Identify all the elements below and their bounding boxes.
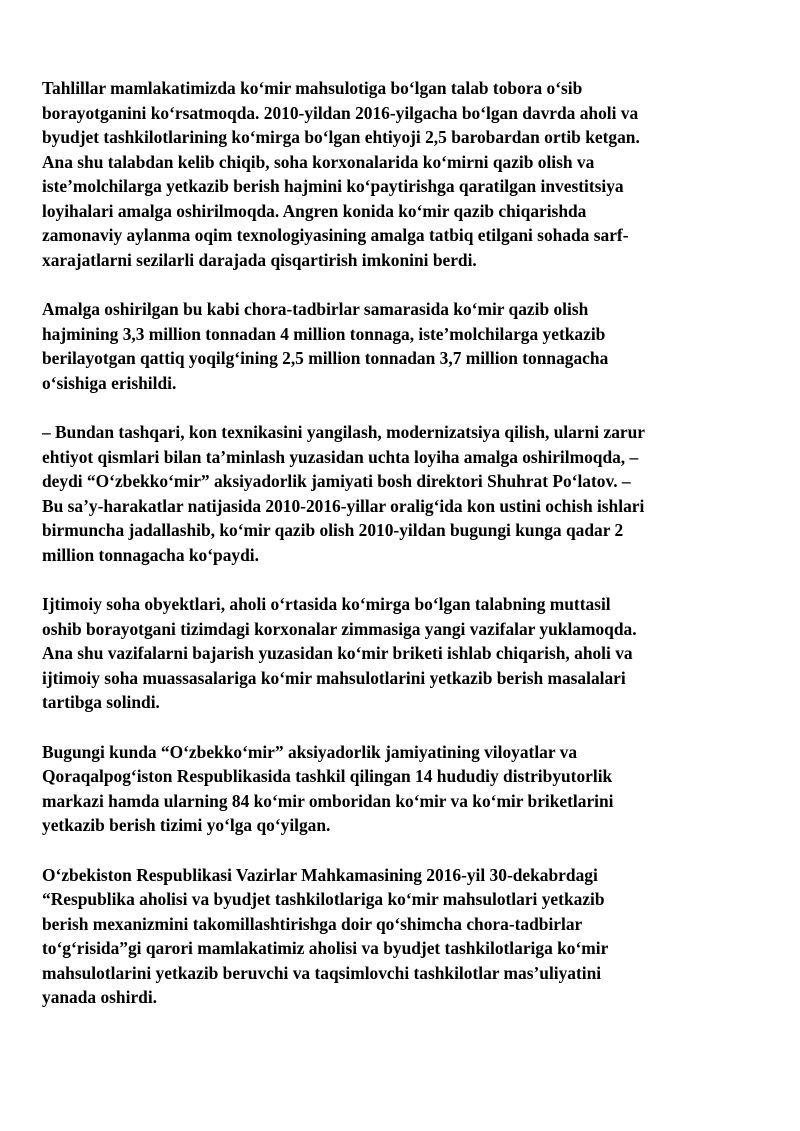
text-line: Tahlillar mamlakatimizda koʻmir mahsulotiga boʻlgan talab tobora oʻsib [42,78,583,98]
text-line: isteʼmolchilarga yetkazib berish hajmini koʻpaytirishga qaratilgan investitsiya [42,176,624,196]
text-line: ehtiyot qismlari bilan taʼminlash yuzasidan uchta loyiha amalga oshirilmoqda, – [42,446,639,467]
text-line: yetkazib berish tizimi yoʻlga qoʻyilgan. [42,815,331,835]
paragraph-3 [42,420,762,567]
text-line: Amalga oshirilgan bu kabi chora-tadbirlar samarasida koʻmir qazib olish [42,299,589,319]
article-body [42,76,762,1035]
text-line: byudjet tashkilotlarining koʻmirga boʻlgan ehtiyoji 2,5 barobardan ortib ketgan. [42,127,640,147]
paragraph-6 [42,863,762,1010]
text-line: Ana shu vazifalarni bajarish yuzasidan koʻmir briketi ishlab chiqarish, aholi va [42,643,633,663]
text-line: hajmining 3,3 million tonnadan 4 million tonnaga, isteʼmolchilarga yetkazib [42,323,606,344]
paragraph-2 [42,297,762,395]
text-line: oʻsishiga erishildi. [42,372,177,393]
text-line: oshib borayotgani tizimdagi korxonalar zimmasiga yangi vazifalar yuklamoqda. [42,618,637,639]
paragraph-5 [42,740,762,838]
text-line: yanada oshirdi. [42,987,158,1007]
text-line: toʻgʻrisida”gi qarori mamlakatimiz aholisi va byudjet tashkilotlariga koʻmir [42,938,609,958]
text-line: xarajatlarni sezilarli darajada qisqartirish imkonini berdi. [42,249,477,270]
text-line: zamonaviy aylanma oqim texnologiyasining amalga tatbiq etilgani sohada sarf- [42,225,629,245]
text-line: markazi hamda ularning 84 koʻmir omboridan koʻmir va koʻmir briketlarini [42,790,614,811]
text-line: Qoraqalpogʻiston Respublikasida tashkil qilingan 14 hududiy distribyutorlik [42,766,613,786]
text-line: Ijtimoiy soha obyektlari, aholi oʻrtasida koʻmirga boʻlgan talabning muttasil [42,594,611,614]
text-line: deydi “Oʻzbekkoʻmir” aksiyadorlik jamiyati bosh direktori Shuhrat Poʻlatov. – [42,471,631,491]
text-line: million tonnagacha koʻpaydi. [42,544,259,565]
text-line: Bugungi kunda “Oʻzbekkoʻmir” aksiyadorlik jamiyatining viloyatlar va [42,741,578,762]
text-line: Ana shu talabdan kelib chiqib, soha korxonalarida koʻmirni qazib olish va [42,151,595,172]
text-line: mahsulotlarini yetkazib beruvchi va taqsimlovchi tashkilotlar masʼuliyatini [42,962,602,983]
paragraph-1 [42,76,762,272]
text-line: berish mexanizmini takomillashtirishga doir qoʻshimcha chora-tadbirlar [42,913,583,934]
text-line: loyihalari amalga oshirilmoqda. Angren konida koʻmir qazib chiqarishda [42,200,587,221]
text-line: – Bundan tashqari, kon texnikasini yangilash, modernizatsiya qilish, ularni zarur [42,422,646,442]
text-line: berilayotgan qattiq yoqilgʻining 2,5 million tonnadan 3,7 million tonnagacha [42,348,609,368]
text-line: ijtimoiy soha muassasalariga koʻmir mahsulotlarini yetkazib berish masalalari [42,667,626,688]
text-line: “Respublika aholisi va byudjet tashkilotlariga koʻmir mahsulotlari yetkazib [42,889,605,909]
text-line: birmuncha jadallashib, koʻmir qazib olish 2010-yildan bugungi kunga qadar 2 [42,520,624,540]
text-line: Bu saʼy-harakatlar natijasida 2010-2016-yillar oraligʻida kon ustini ochish ishlari [42,495,645,516]
text-line: tartibga solindi. [42,692,160,712]
text-line: Oʻzbekiston Respublikasi Vazirlar Mahkamasining 2016-yil 30-dekabrdagi [42,864,598,885]
text-line: borayotganini koʻrsatmoqda. 2010-yildan 2016-yilgacha boʻlgan davrda aholi va [42,102,639,123]
paragraph-4 [42,592,762,715]
